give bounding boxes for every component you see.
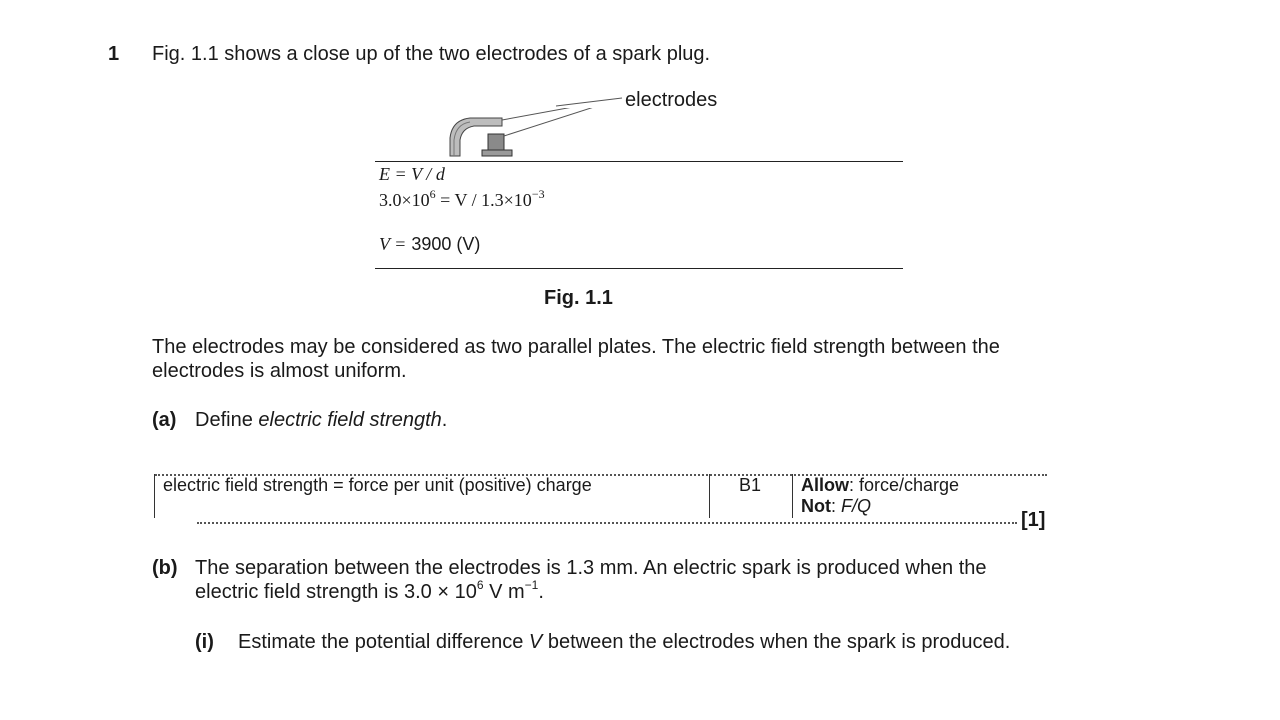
part-b-label: (b) [152,557,178,579]
mark-scheme-not [801,495,871,517]
part-b-i-suffix: between the electrodes when the spark is produced. [542,631,1011,653]
equation-field-formula: E = V / d [379,164,445,184]
not-text: F/Q [841,496,872,516]
part-b-line-2 [195,580,544,604]
equation-substitution [379,189,545,211]
part-b-exponent-1: 6 [476,578,484,593]
mark-box-top-rule [375,161,903,162]
part-a-suffix: . [441,409,448,431]
eq2-middle: = V / 1.3×10 [435,190,532,210]
part-a-question [195,408,447,432]
question-number: 1 [108,43,120,65]
question-intro: Fig. 1.1 shows a close up of the two electrodes of a spark plug. [152,43,711,65]
part-b-suffix: . [538,581,544,603]
not-label: Not [801,496,831,516]
electrodes-leader-lines [502,108,622,136]
part-b-line2-prefix: electric field strength is 3.0 × 10 [195,581,477,603]
not-text-prefix: : [831,496,842,516]
mark-scheme-answer: electric field strength = force per unit (positive) charge [163,475,592,495]
mark-code: B1 [739,475,762,495]
part-b-exponent-2: −1 [524,578,539,593]
part-b-line-1: The separation between the electrodes is 1.3 mm. An electric spark is produced when the [195,557,987,579]
eq2-exponent-1: 6 [429,187,436,201]
part-b-i-question [238,630,1010,654]
body-line-2: electrodes is almost uniform. [152,360,407,382]
leader-line-top [556,92,626,112]
body-line-1: The electrodes may be considered as two parallel plates. The electric field strength between the [152,336,1000,358]
eq2-prefix: 3.0×10 [379,190,430,210]
table-left-border [154,474,155,518]
part-b-i-label: (i) [195,631,214,653]
table-divider-1 [709,474,710,518]
mark-box-bottom-rule [375,268,903,269]
answer-lhs: V = [379,234,407,254]
table-divider-2 [792,474,793,518]
mark-scheme-allow [801,474,959,496]
allow-label: Allow [801,475,849,495]
electrodes-label: electrodes [625,89,718,111]
part-b-i-prefix: Estimate the potential difference [238,631,529,653]
spark-plug-figure [440,108,640,160]
part-b-units: V m [483,581,525,603]
part-b-i-variable: V [528,631,543,653]
eq2-exponent-2: −3 [531,187,545,201]
answer-dotted-line-2 [197,522,1017,524]
part-a-marks: [1] [1021,509,1046,531]
part-a-prefix: Define [195,409,259,431]
answer-value: 3900 (V) [411,234,481,254]
figure-caption: Fig. 1.1 [544,287,613,309]
centre-electrode [482,134,512,156]
equation-answer [379,233,480,255]
allow-text: : force/charge [849,475,960,495]
part-a-term: electric field strength [258,409,442,431]
part-a-label: (a) [152,409,177,431]
